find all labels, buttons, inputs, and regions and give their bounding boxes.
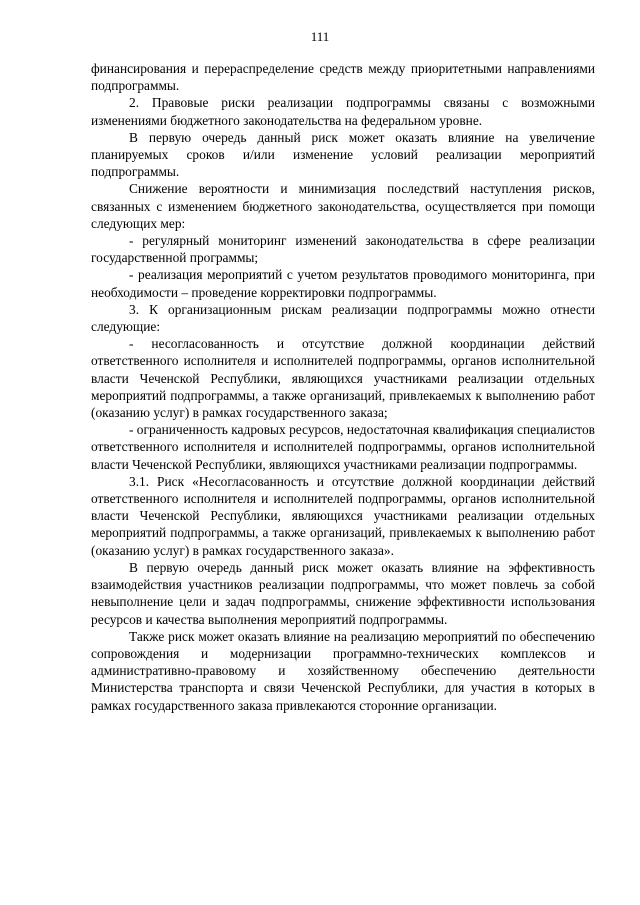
list-item-coordination: - несогласованность и отсутствие должной координации действий ответственного исполнителя и исполнителей подпрограммы, органов исполнительной власти Чеченской Республики, являющихся участниками реализации отдельных мероприятий подпрограммы, а также организаций, привлекаемых к выполнению работ (оказанию услуг) в рамках государственного заказа; [91, 336, 595, 421]
body-text [91, 60, 595, 714]
paragraph-organizational-risks: 3. К организационным рискам реализации подпрограммы можно отнести следующие: [91, 301, 595, 335]
list-item-monitoring: - регулярный мониторинг изменений законодательства в сфере реализации государственной программы; [91, 233, 595, 266]
paragraph-risk-3-1-impact: В первую очередь данный риск может оказать влияние на эффективность взаимодействия участников реализации подпрограммы, что может повлечь за собой невыполнение цели и задач подпрограммы, снижение эффективности использования ресурсов и качества выполнения мероприятий подпрограммы. [91, 559, 595, 627]
paragraph-risk-mitigation: Снижение вероятности и минимизация последствий наступления рисков, связанных с изменением бюджетного законодательства, осуществляется при помощи следующих мер: [91, 181, 595, 231]
paragraph-risk-3-1-further: Также риск может оказать влияние на реализацию мероприятий по обеспечению сопровождения и модернизации программно-технических комплексов и административно-правовому и хозяйственному обеспечению деятельности Министерства транспорта и связи Чеченской Республики, для участия в которых в рамках государственного заказа привлекаются сторонние организации. [91, 628, 595, 713]
page-number: 111 [310, 29, 330, 44]
list-item-staffing: - ограниченность кадровых ресурсов, недостаточная квалификация специалистов ответственного исполнителя и исполнителей подпрограммы, органов исполнительной власти Чеченской Республики, являющихся участниками реализации подпрограммы. [91, 422, 595, 472]
paragraph-risk-3-1: 3.1. Риск «Несогласованность и отсутствие должной координации действий ответственного исполнителя и исполнителей подпрограммы, органов исполнительной власти Чеченской Республики, являющихся участниками реализации отдельных мероприятий подпрограммы, а также организаций, привлекаемых к выполнению работ (оказанию услуг) в рамках государственного заказа». [91, 473, 595, 558]
paragraph-legal-risk-impact: В первую очередь данный риск может оказать влияние на увеличение планируемых сроков и/или изменение условий реализации мероприятий подпрограммы. [91, 129, 595, 180]
paragraph-legal-risks: 2. Правовые риски реализации подпрограммы связаны с возможными изменениями бюджетного законодательства на федеральном уровне. [91, 95, 595, 128]
list-item-measures: - реализация мероприятий с учетом результатов проводимого мониторинга, при необходимости – проведение корректировки подпрограммы. [91, 267, 595, 300]
paragraph-continuation: финансирования и перераспределение средств между приоритетными направлениями подпрограммы. [91, 61, 595, 94]
